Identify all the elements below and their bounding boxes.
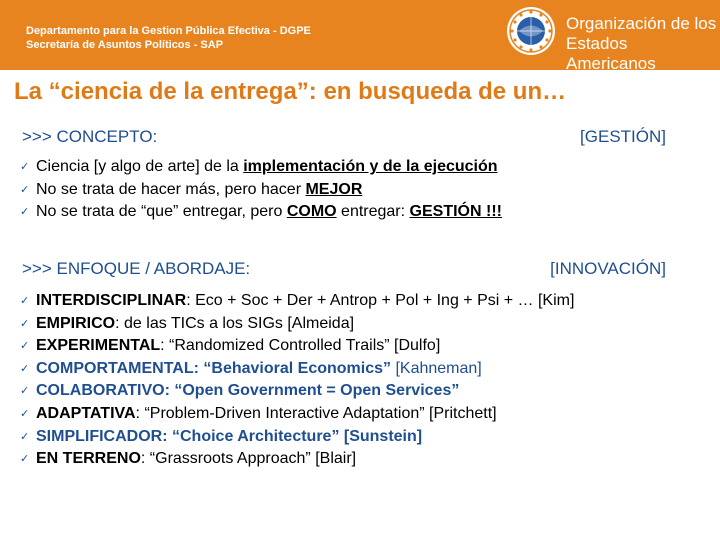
enfoque-list (20, 290, 574, 471)
checkmark-icon: ✓ (20, 430, 30, 443)
checkmark-icon: ✓ (20, 407, 30, 420)
organization-line-1: Organización de los (566, 14, 717, 33)
list-item: ✓ No se trata de hacer más, pero hacer MEJOR (20, 179, 502, 202)
list-item: ✓ INTERDISCIPLINAR: Eco + Soc + Der + Antrop + Pol + Ing + Psi + … [Kim] (20, 290, 574, 313)
enfoque-tag: [INNOVACIÓN] (550, 259, 666, 278)
checkmark-icon: ✓ (20, 161, 30, 173)
organization-name (566, 14, 720, 74)
list-item: ✓ Ciencia [y algo de arte] de la implementación y de la ejecución (20, 156, 502, 179)
slide-title: La “ciencia de la entrega”: en busqueda de un… (14, 78, 567, 105)
list-item: ✓ EMPIRICO: de las TICs a los SIGs [Almeida] (20, 313, 574, 336)
checkmark-icon: ✓ (20, 340, 30, 353)
checkmark-icon: ✓ (20, 206, 30, 219)
checkmark-icon: ✓ (20, 295, 30, 307)
checkmark-icon: ✓ (20, 362, 30, 375)
concepto-label: >>> CONCEPTO: (22, 127, 158, 146)
department-line-2: Secretaría de Asuntos Políticos - SAP (26, 39, 224, 51)
concepto-list (20, 156, 502, 224)
checkmark-icon: ✓ (20, 385, 30, 398)
oas-seal-icon (506, 6, 556, 56)
list-item: ✓ EXPERIMENTAL: “Randomized Controlled Trails” [Dulfo] (20, 335, 574, 358)
checkmark-icon: ✓ (20, 183, 30, 196)
list-item: ✓ ADAPTATIVA: “Problem-Driven Interactive Adaptation” [Pritchett] (20, 403, 574, 426)
list-item: ✓ COMPORTAMENTAL: “Behavioral Economics” [Kahneman] (20, 358, 574, 381)
department-line-1: Departamento para la Gestion Pública Efectiva - DGPE (26, 25, 311, 37)
header-bar (0, 0, 720, 73)
concepto-tag: [GESTIÓN] (580, 127, 666, 146)
enfoque-label: >>> ENFOQUE / ABORDAJE: (22, 259, 251, 278)
organization-line-2: Estados Americanos (566, 34, 656, 73)
list-item: ✓ EN TERRENO: “Grassroots Approach” [Blair] (20, 448, 574, 471)
department-label (26, 24, 311, 52)
list-item: ✓ COLABORATIVO: “Open Government = Open Services” (20, 380, 574, 403)
list-item: ✓ No se trata de “que” entregar, pero COMO entregar: GESTIÓN !!! (20, 201, 502, 224)
checkmark-icon: ✓ (20, 453, 30, 466)
list-item: ✓ SIMPLIFICADOR: “Choice Architecture” [Sunstein] (20, 426, 574, 449)
checkmark-icon: ✓ (20, 317, 30, 330)
